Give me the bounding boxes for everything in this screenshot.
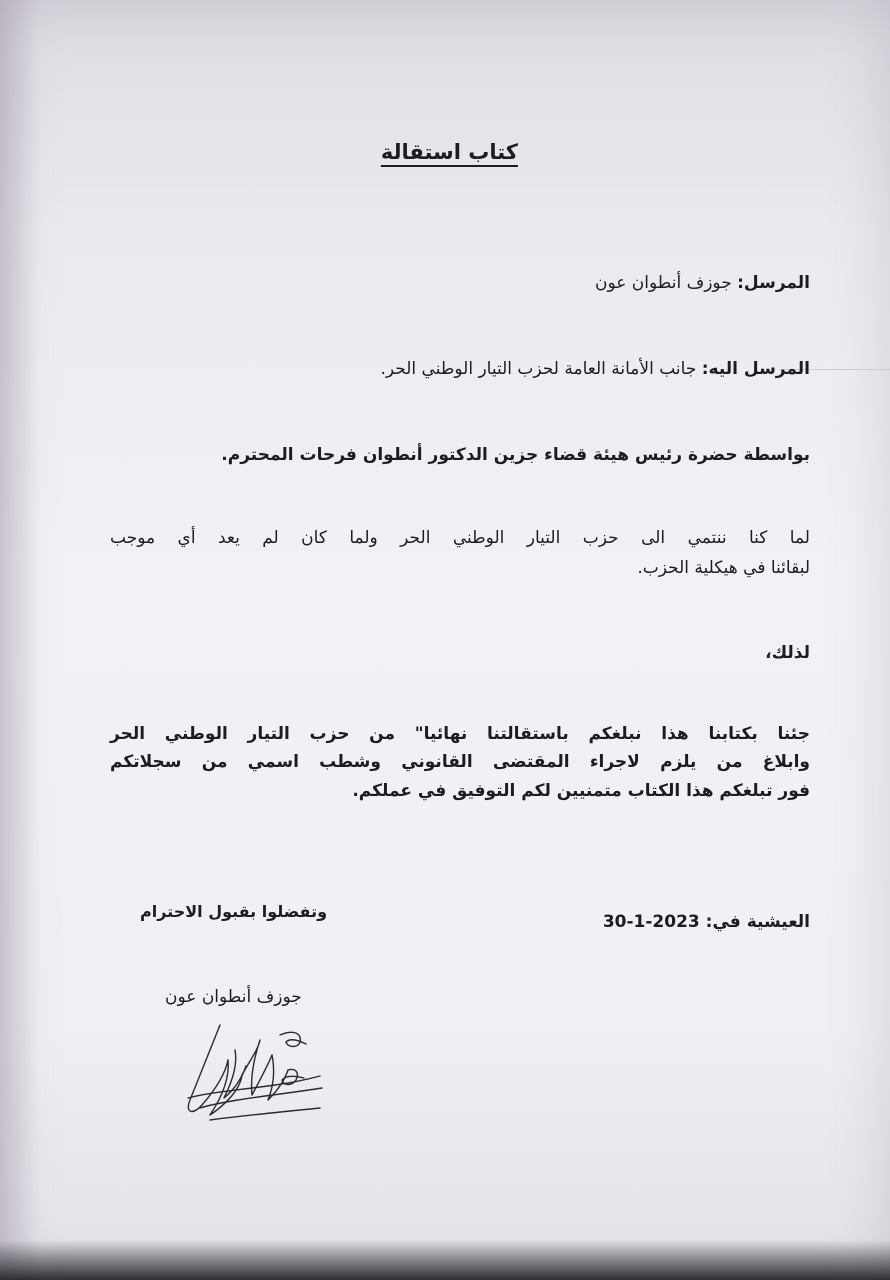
place-date-line (603, 910, 810, 934)
recipient-value: جانب الأمانة العامة لحزب التيار الوطني الحر. (380, 359, 697, 379)
paragraph1-line1: لما كنا ننتمي الى حزب التيار الوطني الحر ولما كان لم يعد أي موجب (110, 528, 810, 548)
letter-date: 30-1-2023 (602, 912, 700, 932)
closing-line: وتفضلوا بقبول الاحترام (140, 902, 328, 921)
paragraph2-line1: جئنا بكتابنا هذا نبلغكم باستقالتنا نهائيا" من حزب التيار الوطني الحر (110, 724, 810, 744)
signatory-name: جوزف أنطوان عون (165, 987, 302, 1007)
photo-edge-bottom (0, 1240, 890, 1280)
via-line: بواسطة حضرة رئيس هيئة قضاء جزين الدكتور أنطوان فرحات المحترم. (221, 445, 810, 465)
paper-shadow-left (0, 0, 40, 1280)
paragraph2-line2: وابلاغ من يلزم لاجراء المقتضى القانوني وشطب اسمي من سجلاتكم (110, 752, 810, 772)
sender-name: جوزف أنطوان عون (594, 273, 732, 293)
sender-label: المرسل: (737, 273, 810, 293)
sender-line (595, 271, 810, 295)
signature-icon (180, 1020, 330, 1130)
letter-title: كتاب استقالة (380, 140, 518, 164)
therefore-line: لذلك، (765, 643, 810, 663)
paragraph2-line3: فور تبلغكم هذا الكتاب متمنيين لكم التوفيق في عملكم. (352, 781, 810, 801)
recipient-label: المرسل اليه: (701, 359, 810, 379)
place-date-label: العيشية في: (705, 912, 810, 932)
paragraph1-line2: لبقائنا في هيكلية الحزب. (637, 558, 810, 578)
recipient-line (380, 357, 810, 381)
